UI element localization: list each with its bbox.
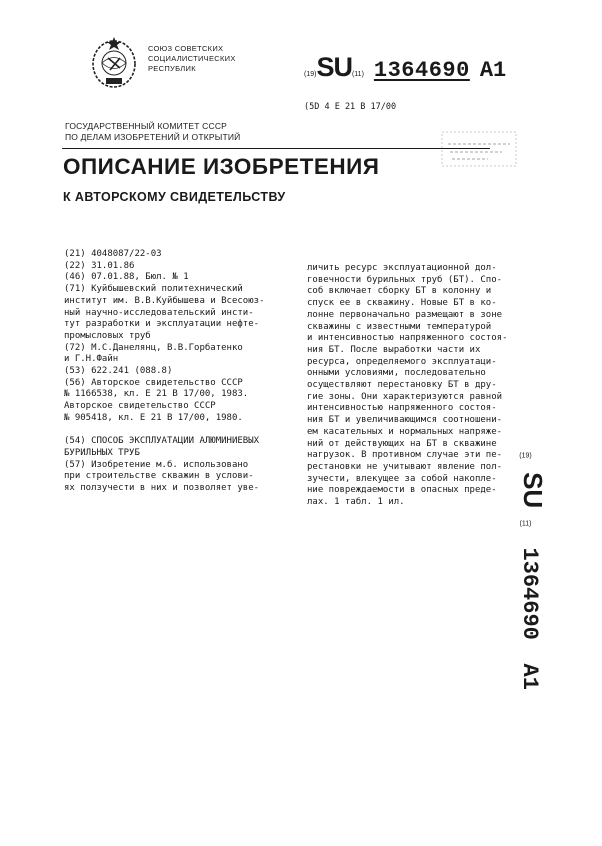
side-patent-number bbox=[517, 450, 568, 740]
patent-code-11: (11) bbox=[351, 71, 364, 78]
committee-name bbox=[65, 121, 241, 143]
side-country: SU bbox=[518, 472, 548, 509]
text-line: ем касательных и нормальных напряже- bbox=[307, 426, 503, 437]
union-line: РЕСПУБЛИК bbox=[148, 64, 196, 73]
text-line: (71) Куйбышевский политехнический bbox=[64, 284, 243, 295]
text-line: тут разработки и эксплуатации нефте- bbox=[64, 319, 260, 330]
side-number: 1364690 bbox=[517, 547, 542, 640]
text-line: ях ползучести в них и позволяет уве- bbox=[64, 483, 260, 494]
patent-number-header bbox=[304, 52, 506, 82]
text-line: и интенсивностью напряженного состоя- bbox=[307, 333, 508, 344]
text-line: ние повреждаемости в опасных преде- bbox=[307, 485, 497, 496]
abstract-column bbox=[307, 263, 507, 509]
patent-code-19: (19) bbox=[304, 71, 317, 78]
document-title: ОПИСАНИЕ ИЗОБРЕТЕНИЯ bbox=[63, 154, 380, 179]
text-line: институт им. В.В.Куйбышева и Всесоюз- bbox=[64, 295, 265, 306]
text-line: интенсивностью напряженного состоя- bbox=[307, 403, 497, 414]
text-line: рестановки не учитывают явление пол- bbox=[307, 461, 503, 472]
text-line: ресурса, определяемого эксплуатаци- bbox=[307, 356, 497, 367]
text-line: соб включает сборку БТ в колонну и bbox=[307, 286, 492, 297]
text-line: гие зоны. Они характеризуются равной bbox=[307, 391, 503, 402]
text-line: лах. 1 табл. 1 ил. bbox=[307, 497, 405, 508]
side-code-11: (11) bbox=[519, 520, 532, 528]
text-line: говечности бурильных труб (БТ). Спо- bbox=[307, 274, 503, 285]
patent-kind: A1 bbox=[479, 58, 507, 83]
text-line: № 905418, кл. Е 21 В 17/00, 1980. bbox=[64, 412, 243, 423]
header-divider bbox=[62, 148, 490, 149]
text-line: скважины с известными температурой bbox=[307, 321, 492, 332]
text-line: спуск ее в скважину. Новые БТ в ко- bbox=[307, 298, 497, 309]
committee-line: ГОСУДАРСТВЕННЫЙ КОМИТЕТ СССР bbox=[65, 121, 228, 131]
text-line: и Г.Н.Файн bbox=[64, 354, 119, 365]
text-line: личить ресурс эксплуатационной дол- bbox=[307, 263, 497, 273]
text-line: ный научно-исследовательский инсти- bbox=[64, 307, 254, 318]
text-line: ния БТ. После выработки части их bbox=[307, 344, 481, 355]
text-line: зучести, влекущее за собой накопле- bbox=[307, 473, 497, 484]
ipc-class: (5D 4 Е 21 В 17/00 bbox=[304, 102, 397, 112]
text-line: № 1166538, кл. Е 21 В 17/00, 1983. bbox=[64, 389, 249, 400]
patent-country: SU bbox=[316, 52, 352, 82]
text-line: при строительстве скважин в услови- bbox=[64, 471, 254, 482]
side-code-19: (19) bbox=[519, 452, 532, 460]
text-line: (56) Авторское свидетельство СССР bbox=[64, 377, 243, 388]
text-line: (53) 622.241 (088.8) bbox=[64, 366, 173, 377]
text-line: осуществляют перестановку БТ в дру- bbox=[307, 380, 497, 391]
committee-line: ПО ДЕЛАМ ИЗОБРЕТЕНИЙ И ОТКРЫТИЙ bbox=[65, 132, 241, 142]
text-line: (54) СПОСОБ ЭКСПЛУАТАЦИИ АЛЮМИНИЕВЫХ bbox=[64, 436, 260, 447]
text-line: лонне первоначально размещают в зоне bbox=[307, 309, 503, 320]
text-line: (57) Изобретение м.б. использовано bbox=[64, 459, 249, 470]
ussr-emblem-icon bbox=[88, 34, 140, 92]
text-line: БУРИЛЬНЫХ ТРУБ bbox=[64, 447, 140, 458]
text-line: (72) М.С.Данелянц, В.В.Горбатенко bbox=[64, 342, 243, 353]
side-kind: A1 bbox=[517, 663, 542, 690]
bibliographic-column bbox=[64, 249, 264, 495]
union-line: СОЦИАЛИСТИЧЕСКИХ bbox=[148, 54, 236, 63]
union-name bbox=[148, 44, 268, 74]
text-line: Авторское свидетельство СССР bbox=[64, 401, 216, 412]
text-line: нагрузок. В противном случае эти пе- bbox=[307, 450, 503, 461]
patent-number: 1364690 bbox=[373, 58, 470, 83]
text-line: ния БТ и увеличивающимся соотношени- bbox=[307, 415, 503, 426]
text-line: ний от действующих на БТ в скважине bbox=[307, 438, 497, 449]
union-line: СОЮЗ СОВЕТСКИХ bbox=[148, 44, 224, 53]
text-line: промысловых труб bbox=[64, 330, 151, 341]
document-subtitle: К АВТОРСКОМУ СВИДЕТЕЛЬСТВУ bbox=[63, 190, 286, 204]
text-line: (21) 4048087/22-03 bbox=[64, 249, 162, 259]
text-line: (46) 07.01.88, Бюл. № 1 bbox=[64, 272, 189, 283]
text-line bbox=[64, 425, 264, 437]
text-line: (22) 31.01.86 bbox=[64, 260, 135, 271]
text-line: онными условиями, последовательно bbox=[307, 368, 486, 379]
library-stamp-icon bbox=[440, 128, 520, 170]
